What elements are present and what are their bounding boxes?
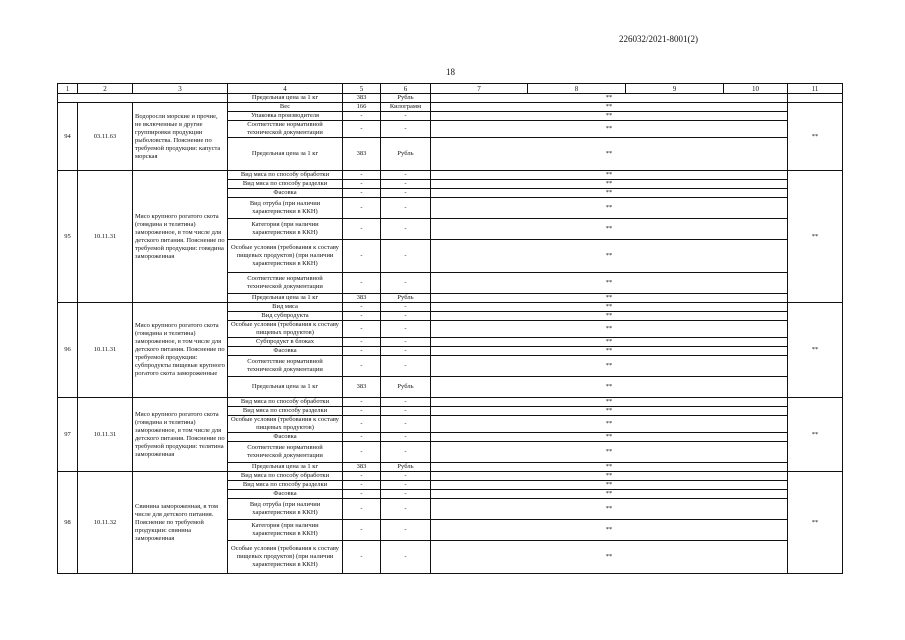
col8-cell: **	[431, 273, 788, 294]
value-cell: -	[343, 433, 381, 442]
characteristic-cell: Вид отруба (при наличии характеристики в ККН)	[228, 198, 343, 219]
characteristic-cell: Предельная цена за 1 кг	[228, 94, 343, 103]
table-row	[58, 303, 843, 312]
unit-cell: -	[381, 472, 431, 481]
column-header: 2	[78, 84, 133, 94]
unit-cell: -	[381, 398, 431, 407]
characteristic-cell: Особые условия (требования к составу пищевых продуктов) (при наличии характеристики в ККН)	[228, 541, 343, 574]
value-cell: -	[343, 416, 381, 433]
value-cell: -	[343, 499, 381, 520]
table-row	[58, 472, 843, 481]
col8-cell: **	[431, 338, 788, 347]
col8-cell: **	[431, 463, 788, 472]
value-cell: -	[343, 442, 381, 463]
value-cell: -	[343, 171, 381, 180]
unit-cell: -	[381, 356, 431, 377]
column-header: 11	[788, 84, 843, 94]
characteristic-cell: Особые условия (требования к составу пищевых продуктов)	[228, 321, 343, 338]
unit-cell: -	[381, 442, 431, 463]
unit-cell: -	[381, 171, 431, 180]
characteristic-cell: Вид субпродукта	[228, 312, 343, 321]
characteristic-cell: Категория (при наличии характеристики в ККН)	[228, 219, 343, 240]
characteristic-cell: Соответствие нормативной технической документации	[228, 121, 343, 138]
okpd-code: 10.11.31	[78, 398, 133, 472]
table-row	[58, 103, 843, 112]
characteristic-cell: Соответствие нормативной технической документации	[228, 442, 343, 463]
col8-cell: **	[431, 180, 788, 189]
characteristic-cell: Фасовка	[228, 347, 343, 356]
unit-cell: Килограмм	[381, 103, 431, 112]
empty-cell	[58, 94, 228, 103]
col8-cell: **	[431, 240, 788, 273]
col8-cell: **	[431, 499, 788, 520]
characteristic-cell: Вид мяса по способу разделки	[228, 407, 343, 416]
col8-cell: **	[431, 472, 788, 481]
characteristic-cell: Вид мяса по способу разделки	[228, 481, 343, 490]
row-number: 94	[58, 103, 78, 171]
col8-cell: **	[431, 294, 788, 303]
col8-cell: **	[431, 321, 788, 338]
characteristic-cell: Категория (при наличии характеристики в ККН)	[228, 520, 343, 541]
col8-cell: **	[431, 94, 788, 103]
value-cell: -	[343, 198, 381, 219]
col8-cell: **	[431, 312, 788, 321]
column-header: 10	[724, 84, 788, 94]
okpd-code: 10.11.32	[78, 472, 133, 574]
col11-cell: **	[788, 103, 843, 171]
unit-cell: Рубль	[381, 463, 431, 472]
product-description: Водоросли морские и прочие, не включенные в другие группировки продукции рыболовства. Пояснение по требуемой продукции: капуста морская	[133, 103, 228, 171]
value-cell: -	[343, 189, 381, 198]
unit-cell: -	[381, 490, 431, 499]
procurement-table	[57, 83, 843, 574]
characteristic-cell: Предельная цена за 1 кг	[228, 377, 343, 398]
col11-cell: **	[788, 171, 843, 303]
row-number: 98	[58, 472, 78, 574]
table-row	[58, 171, 843, 180]
column-header: 3	[133, 84, 228, 94]
col8-cell: **	[431, 442, 788, 463]
characteristic-cell: Особые условия (требования к составу пищевых продуктов)	[228, 416, 343, 433]
col8-cell: **	[431, 347, 788, 356]
characteristic-cell: Предельная цена за 1 кг	[228, 138, 343, 171]
col8-cell: **	[431, 356, 788, 377]
document-number: 226032/2021-8001(2)	[619, 34, 698, 44]
row-number: 96	[58, 303, 78, 398]
col8-cell: **	[431, 303, 788, 312]
col8-cell: **	[431, 121, 788, 138]
value-cell: -	[343, 180, 381, 189]
value-cell: -	[343, 240, 381, 273]
value-cell: -	[343, 273, 381, 294]
unit-cell: -	[381, 112, 431, 121]
col8-cell: **	[431, 541, 788, 574]
okpd-code: 10.11.31	[78, 171, 133, 303]
value-cell: -	[343, 312, 381, 321]
col8-cell: **	[431, 103, 788, 112]
unit-cell: -	[381, 407, 431, 416]
unit-cell: -	[381, 338, 431, 347]
characteristic-cell: Вес	[228, 103, 343, 112]
col8-cell: **	[431, 198, 788, 219]
col11-cell: **	[788, 398, 843, 472]
value-cell: -	[343, 112, 381, 121]
column-header: 7	[431, 84, 528, 94]
unit-cell: Рубль	[381, 138, 431, 171]
characteristic-cell: Упаковка производителя	[228, 112, 343, 121]
col8-cell: **	[431, 433, 788, 442]
col8-cell: **	[431, 377, 788, 398]
column-header: 6	[381, 84, 431, 94]
value-cell: -	[343, 338, 381, 347]
row-number: 97	[58, 398, 78, 472]
value-cell: -	[343, 321, 381, 338]
unit-cell: -	[381, 520, 431, 541]
characteristic-cell: Вид мяса по способу обработки	[228, 398, 343, 407]
value-cell: -	[343, 481, 381, 490]
column-header: 1	[58, 84, 78, 94]
col11-cell: **	[788, 472, 843, 574]
empty-cell	[788, 94, 843, 103]
table-row	[58, 94, 843, 103]
value-cell: -	[343, 520, 381, 541]
col8-cell: **	[431, 407, 788, 416]
characteristic-cell: Вид мяса по способу разделки	[228, 180, 343, 189]
characteristic-cell: Вид мяса по способу обработки	[228, 171, 343, 180]
col8-cell: **	[431, 481, 788, 490]
unit-cell: -	[381, 499, 431, 520]
characteristic-cell: Особые условия (требования к составу пищевых продуктов) (при наличии характеристики в ККН)	[228, 240, 343, 273]
unit-cell: -	[381, 416, 431, 433]
characteristic-cell: Фасовка	[228, 490, 343, 499]
product-description: Мясо крупного рогатого скота (говядина и телятина) замороженное, в том числе для детского питания. Пояснение по требуемой продукции: телятина замороженная	[133, 398, 228, 472]
table-row	[58, 398, 843, 407]
value-cell: -	[343, 121, 381, 138]
column-header: 5	[343, 84, 381, 94]
value-cell: 383	[343, 463, 381, 472]
unit-cell: -	[381, 541, 431, 574]
unit-cell: -	[381, 321, 431, 338]
characteristic-cell: Соответствие нормативной технической документации	[228, 356, 343, 377]
col8-cell: **	[431, 171, 788, 180]
characteristic-cell: Фасовка	[228, 433, 343, 442]
characteristic-cell: Вид мяса	[228, 303, 343, 312]
value-cell: 383	[343, 94, 381, 103]
unit-cell: -	[381, 433, 431, 442]
characteristic-cell: Вид отруба (при наличии характеристики в ККН)	[228, 499, 343, 520]
product-description: Мясо крупного рогатого скота (говядина и телятина) замороженное, в том числе для детского питания. Пояснение по требуемой продукции: субпродукты пищевые крупного рогатого скота замороженные	[133, 303, 228, 398]
col8-cell: **	[431, 398, 788, 407]
unit-cell: -	[381, 189, 431, 198]
unit-cell: -	[381, 180, 431, 189]
characteristic-cell: Соответствие нормативной технической документации	[228, 273, 343, 294]
col8-cell: **	[431, 138, 788, 171]
col8-cell: **	[431, 490, 788, 499]
value-cell: -	[343, 347, 381, 356]
col8-cell: **	[431, 219, 788, 240]
product-description: Мясо крупного рогатого скота (говядина и телятина) замороженное, в том числе для детского питания. Пояснение по требуемой продукции: говядина замороженная	[133, 171, 228, 303]
column-header: 9	[626, 84, 724, 94]
col8-cell: **	[431, 189, 788, 198]
value-cell: 383	[343, 138, 381, 171]
value-cell: -	[343, 472, 381, 481]
unit-cell: -	[381, 481, 431, 490]
col8-cell: **	[431, 112, 788, 121]
characteristic-cell: Предельная цена за 1 кг	[228, 463, 343, 472]
unit-cell: Рубль	[381, 94, 431, 103]
characteristic-cell: Предельная цена за 1 кг	[228, 294, 343, 303]
col8-cell: **	[431, 416, 788, 433]
unit-cell: -	[381, 312, 431, 321]
column-header: 4	[228, 84, 343, 94]
unit-cell: -	[381, 198, 431, 219]
value-cell: 383	[343, 377, 381, 398]
value-cell: 166	[343, 103, 381, 112]
column-number-row	[58, 84, 843, 94]
okpd-code: 03.11.63	[78, 103, 133, 171]
value-cell: -	[343, 541, 381, 574]
unit-cell: -	[381, 219, 431, 240]
value-cell: -	[343, 398, 381, 407]
value-cell: -	[343, 219, 381, 240]
product-description: Свинина замороженная, в том числе для детского питания. Пояснение по требуемой продукции: свинина замороженная	[133, 472, 228, 574]
col8-cell: **	[431, 520, 788, 541]
characteristic-cell: Вид мяса по способу обработки	[228, 472, 343, 481]
col11-cell: **	[788, 303, 843, 398]
unit-cell: Рубль	[381, 294, 431, 303]
unit-cell: -	[381, 303, 431, 312]
unit-cell: -	[381, 347, 431, 356]
unit-cell: -	[381, 121, 431, 138]
characteristic-cell: Фасовка	[228, 189, 343, 198]
value-cell: 383	[343, 294, 381, 303]
value-cell: -	[343, 490, 381, 499]
page-number: 18	[446, 67, 455, 77]
unit-cell: -	[381, 240, 431, 273]
value-cell: -	[343, 407, 381, 416]
unit-cell: -	[381, 273, 431, 294]
characteristic-cell: Субпродукт в блоках	[228, 338, 343, 347]
column-header: 8	[528, 84, 626, 94]
unit-cell: Рубль	[381, 377, 431, 398]
row-number: 95	[58, 171, 78, 303]
value-cell: -	[343, 356, 381, 377]
value-cell: -	[343, 303, 381, 312]
okpd-code: 10.11.31	[78, 303, 133, 398]
